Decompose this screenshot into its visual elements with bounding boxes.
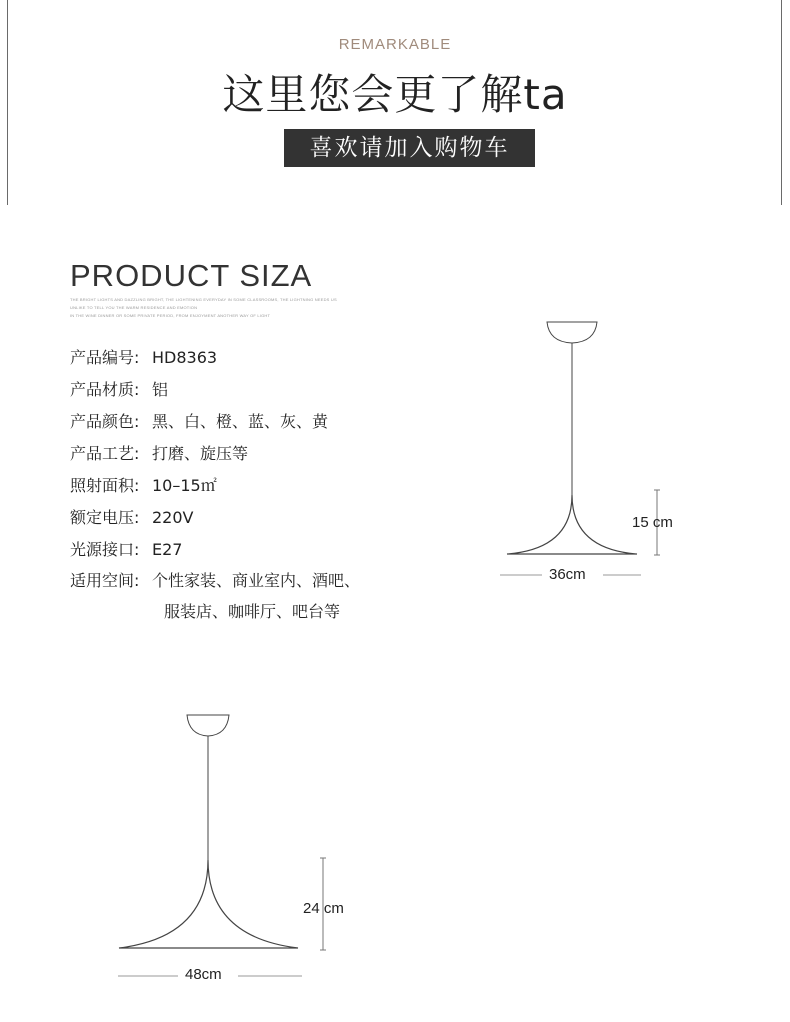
page-headline: 这里您会更了解ta — [222, 70, 568, 119]
spec-row-color — [70, 409, 328, 432]
spec-row-voltage — [70, 505, 193, 528]
lamp-shade — [507, 495, 637, 554]
spec-label: 产品颜色: — [70, 412, 140, 431]
spec-value: 220V — [152, 508, 194, 527]
width-dimension-label: 48cm — [185, 966, 222, 983]
spec-label: 产品材质: — [70, 380, 140, 399]
height-dimension-label: 24 cm — [303, 900, 344, 917]
spec-row-material — [70, 377, 168, 400]
spec-value: HD8363 — [152, 348, 218, 367]
lamp-shade — [119, 860, 298, 948]
spec-value: E27 — [152, 540, 183, 559]
spec-value: 黑、白、橙、蓝、灰、黄 — [152, 412, 329, 431]
fine-print-line: THE BRIGHT LIGHTS AND DAZZLING BRIGHT, THE LIGHTENING EVERYDAY IN SOME CLASSROOMS, THE LIGHTNING NEEDS US — [70, 297, 337, 302]
section-title: PRODUCT SIZA — [70, 258, 313, 293]
spec-label: 光源接口: — [70, 540, 140, 559]
fine-print-line: UNLIKE TO TELL YOU THE WARM RESIDENCE AND EMOTION — [70, 305, 198, 310]
add-to-cart-button[interactable]: 喜欢请加入购物车 — [284, 129, 535, 167]
spec-value-continuation: 服装店、咖啡厅、吧台等 — [164, 602, 341, 621]
ceiling-canopy — [187, 715, 229, 736]
spec-row-socket — [70, 537, 182, 560]
spec-row-process — [70, 441, 248, 464]
width-dimension-label: 36cm — [549, 566, 586, 583]
spec-value: 10–15㎡ — [152, 476, 217, 495]
spec-label: 产品工艺: — [70, 444, 140, 463]
pendant-lamp-drawing-small — [495, 315, 705, 590]
fine-print-line: IN THE WINE DINNER OR SOME PRIVATE PERIOD, FROM ENJOYMENT ANOTHER WAY OF LIGHT — [70, 313, 271, 318]
height-dimension-label: 15 cm — [632, 514, 673, 531]
pendant-lamp-drawing-large — [110, 705, 350, 990]
spec-value: 打磨、旋压等 — [152, 444, 249, 463]
spec-label: 照射面积: — [70, 476, 140, 495]
spec-value: 个性家装、商业室内、酒吧、 — [152, 571, 361, 590]
eyebrow-text: REMARKABLE — [338, 36, 452, 53]
spec-row-code — [70, 345, 217, 368]
spec-label: 适用空间: — [70, 571, 140, 590]
spec-label: 产品编号: — [70, 348, 140, 367]
ceiling-canopy — [547, 322, 597, 343]
spec-row-area — [70, 473, 217, 496]
spec-label: 额定电压: — [70, 508, 140, 527]
spec-value: 铝 — [152, 380, 169, 399]
spec-row-space — [70, 568, 360, 591]
